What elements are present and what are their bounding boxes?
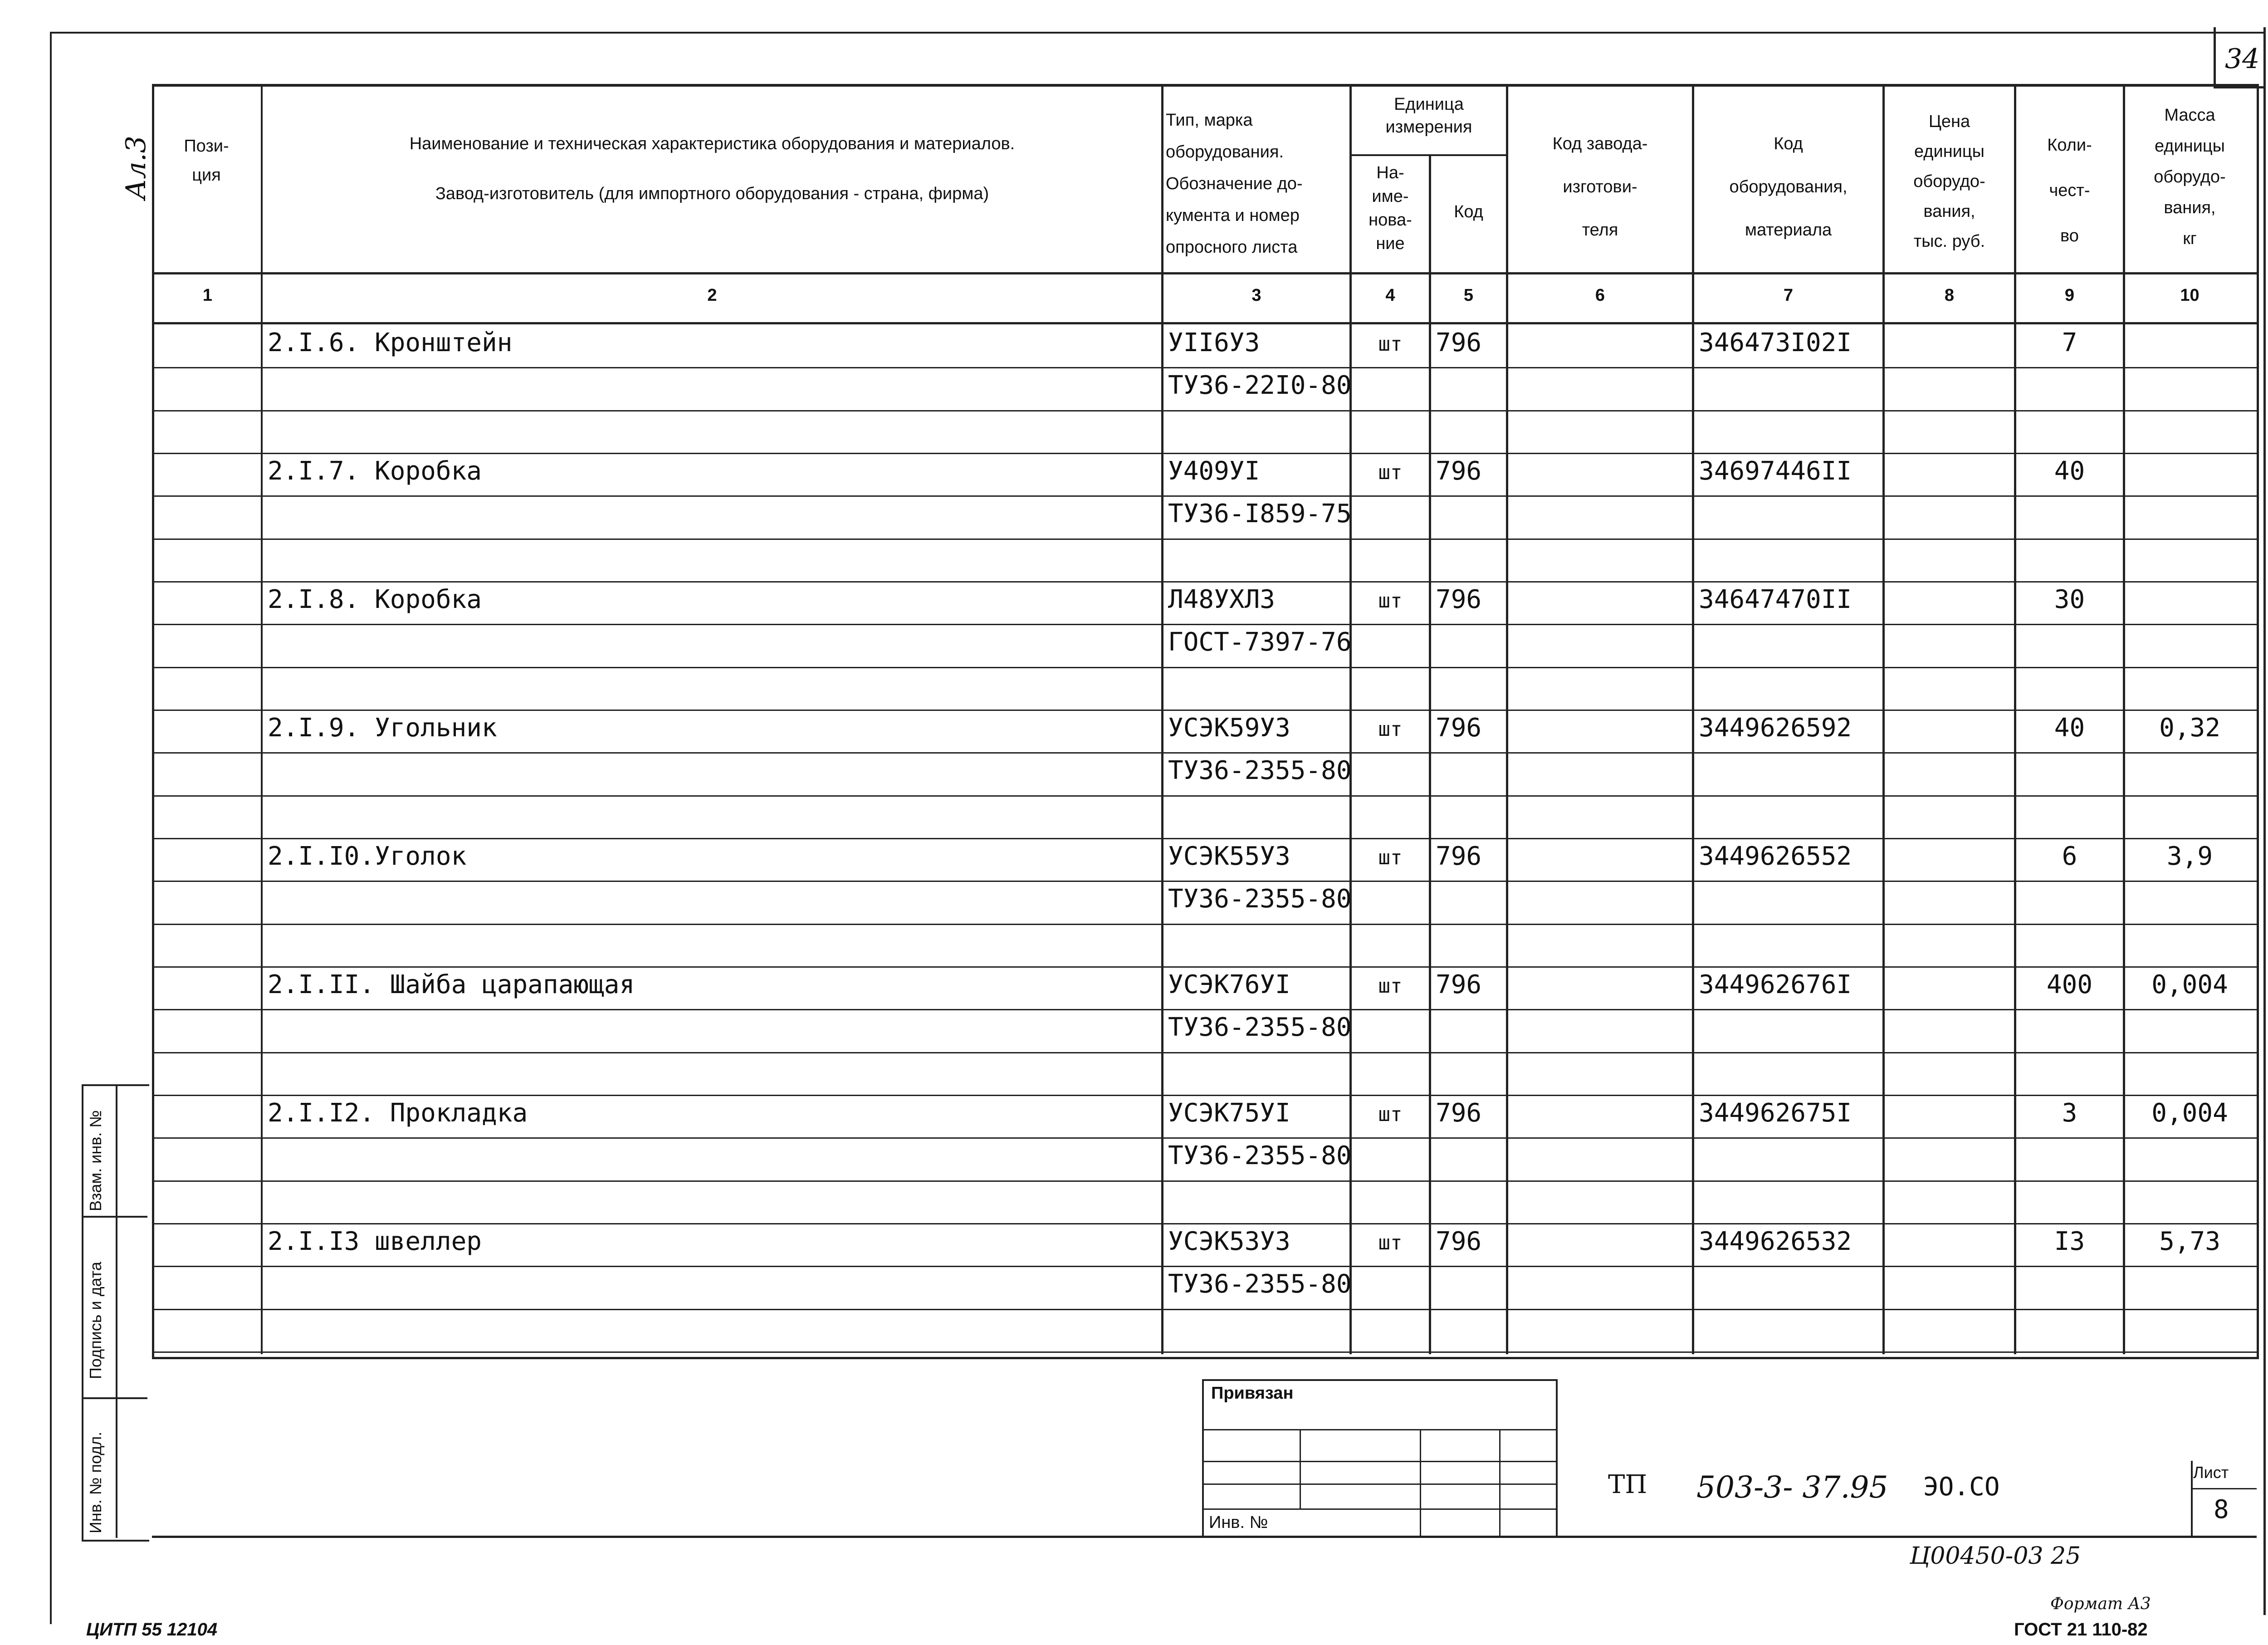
colnum-4: 4 xyxy=(1385,286,1395,305)
header-unit-code: Код xyxy=(1454,202,1483,221)
row-line xyxy=(152,710,2257,711)
row-line xyxy=(152,1137,2257,1139)
sheet-corner-number: 34 xyxy=(2225,43,2260,75)
row-line xyxy=(152,966,2257,968)
row-unit: шт xyxy=(1378,1103,1403,1126)
row-type-doc: ТУ36-2355-80 xyxy=(1168,884,1352,914)
row-unit-code: 796 xyxy=(1436,328,1482,357)
row-type: УСЭК76УI xyxy=(1168,970,1290,999)
row-qty: 6 xyxy=(2062,842,2077,871)
colnum-6: 6 xyxy=(1595,286,1605,305)
row-mass: 0,004 xyxy=(2151,970,2228,999)
row-line xyxy=(152,1180,2257,1182)
header-price: Цена единицы оборудо- вания, тыс. руб. xyxy=(1913,112,1985,251)
row-equip-code: 3449626592 xyxy=(1699,713,1852,743)
row-line xyxy=(152,924,2257,925)
colnum-8: 8 xyxy=(1944,286,1955,305)
colnum-5: 5 xyxy=(1463,286,1474,305)
row-line xyxy=(152,1052,2257,1053)
row-name: 2.I.II. Шайба царапающая xyxy=(268,970,635,999)
header-position: Пози- ция xyxy=(184,137,229,185)
stamp-doc-number: 503-3- 37.95 xyxy=(1696,1470,1888,1505)
row-mass: 0,004 xyxy=(2151,1098,2228,1128)
row-line xyxy=(152,1351,2257,1353)
row-unit-code: 796 xyxy=(1436,713,1482,743)
row-line xyxy=(152,1309,2257,1310)
row-line xyxy=(152,495,2257,497)
row-name: 2.I.I3 швеллер xyxy=(268,1227,482,1256)
row-unit-code: 796 xyxy=(1436,842,1482,871)
row-name: 2.I.9. Угольник xyxy=(268,713,497,743)
row-type-doc: ТУ36-2355-80 xyxy=(1168,1269,1352,1299)
row-name: 2.I.7. Коробка xyxy=(268,456,482,486)
header-qty: Коли- чест- во xyxy=(2047,136,2092,245)
row-qty: 400 xyxy=(2046,970,2093,999)
row-unit-code: 796 xyxy=(1436,456,1482,486)
header-name-line2: Завод-изготовитель (для импортного оборудования - страна, фирма) xyxy=(435,184,989,203)
colnum-10: 10 xyxy=(2180,286,2200,305)
header-unit-name: На- име- нова- ние xyxy=(1369,163,1412,253)
row-line xyxy=(152,410,2257,411)
row-unit: шт xyxy=(1378,974,1403,998)
header-mass: Масса единицы оборудо- вания, кг xyxy=(2154,106,2226,248)
row-line xyxy=(152,752,2257,754)
header-type: Тип, марка оборудования. Обозначение до- кумента и номер опросного листа xyxy=(1166,111,1303,257)
row-type: УII6УЗ xyxy=(1168,328,1260,357)
side-label-inv-podl: Инв. № подл. xyxy=(86,1431,105,1533)
row-line xyxy=(152,881,2257,882)
row-line xyxy=(152,367,2257,368)
stamp-section: ЭО.СО xyxy=(1923,1472,2000,1502)
row-qty: 40 xyxy=(2054,456,2085,486)
row-unit: шт xyxy=(1378,1231,1403,1254)
footer-format: Формат А3 xyxy=(2050,1595,2151,1613)
footer-printer: ЦИТП 55 12104 xyxy=(86,1620,218,1640)
footer-gost: ГОСТ 21 110-82 xyxy=(2014,1620,2148,1640)
row-line xyxy=(152,795,2257,797)
colnum-1: 1 xyxy=(202,286,213,305)
row-type-doc: ТУ36-2355-80 xyxy=(1168,756,1352,786)
row-type-doc: ГОСТ-7397-76 xyxy=(1168,627,1352,657)
row-name: 2.I.I0.Уголок xyxy=(268,842,467,871)
stamp-tp: ТП xyxy=(1608,1470,1647,1499)
frame-top xyxy=(50,32,2263,34)
row-unit-code: 796 xyxy=(1436,1098,1482,1128)
row-line xyxy=(152,539,2257,540)
frame-left xyxy=(50,32,52,1624)
row-equip-code: 346473I02I xyxy=(1699,328,1852,357)
row-name: 2.I.6. Кронштейн xyxy=(268,328,513,357)
row-name: 2.I.I2. Прокладка xyxy=(268,1098,528,1128)
colnum-2: 2 xyxy=(707,286,717,305)
row-line xyxy=(152,1095,2257,1096)
row-equip-code: 34697446II xyxy=(1699,456,1852,486)
row-type: УСЭК75УI xyxy=(1168,1098,1290,1128)
footer-handwritten-code: Ц00450-03 25 xyxy=(1910,1542,2081,1570)
row-qty: 30 xyxy=(2054,585,2085,614)
row-line xyxy=(152,1009,2257,1010)
row-unit: шт xyxy=(1378,718,1403,741)
row-equip-code: 3449626532 xyxy=(1699,1227,1852,1256)
row-type-doc: ТУ36-22I0-80 xyxy=(1168,371,1352,401)
row-unit: шт xyxy=(1378,333,1403,356)
row-equip-code: 3449626552 xyxy=(1699,842,1852,871)
side-label-podpis: Подпись и дата xyxy=(86,1262,105,1379)
row-qty: 3 xyxy=(2062,1098,2077,1128)
row-line xyxy=(152,624,2257,625)
row-type: УСЭК59УЗ xyxy=(1168,713,1290,743)
row-unit-code: 796 xyxy=(1436,1227,1482,1256)
header-name-line1: Наименование и техническая характеристика оборудования и материалов. xyxy=(409,134,1015,153)
row-type: УСЭК55УЗ xyxy=(1168,842,1290,871)
row-type: УСЭК53УЗ xyxy=(1168,1227,1290,1256)
stamp-sheet-label: Лист xyxy=(2193,1463,2229,1482)
row-mass: 0,32 xyxy=(2159,713,2220,743)
row-line xyxy=(152,838,2257,839)
stamp-inv-no: Инв. № xyxy=(1209,1513,1268,1532)
row-unit-code: 796 xyxy=(1436,970,1482,999)
row-mass: 5,73 xyxy=(2159,1227,2220,1256)
stamp-sheet-number: 8 xyxy=(2214,1495,2229,1524)
row-line xyxy=(152,1266,2257,1267)
header-unit: Единица измерения xyxy=(1385,95,1472,137)
row-equip-code: 34647470II xyxy=(1699,585,1852,614)
row-type-doc: ТУ36-2355-80 xyxy=(1168,1141,1352,1171)
colnum-7: 7 xyxy=(1783,286,1794,305)
frame-right xyxy=(2263,27,2266,1615)
row-equip-code: 344962675I xyxy=(1699,1098,1852,1128)
row-equip-code: 344962676I xyxy=(1699,970,1852,999)
colnum-9: 9 xyxy=(2064,286,2075,305)
row-qty: 40 xyxy=(2054,713,2085,743)
row-line xyxy=(152,1223,2257,1224)
row-type-doc: ТУ36-2355-80 xyxy=(1168,1013,1352,1043)
row-type: Л48УХЛЗ xyxy=(1168,585,1276,614)
row-name: 2.I.8. Коробка xyxy=(268,585,482,614)
side-label-vzam: Взам. инв. № xyxy=(86,1110,105,1211)
colnum-3: 3 xyxy=(1251,286,1261,305)
stamp-attached: Привязан xyxy=(1211,1384,1294,1403)
row-line xyxy=(152,453,2257,454)
row-unit-code: 796 xyxy=(1436,585,1482,614)
row-unit: шт xyxy=(1378,589,1403,612)
margin-mark: Ал.3 xyxy=(120,136,152,200)
row-type: У409УI xyxy=(1168,456,1260,486)
header-plant-code: Код завода- изготови- теля xyxy=(1552,134,1648,240)
row-unit: шт xyxy=(1378,846,1403,869)
row-qty: 7 xyxy=(2062,328,2077,357)
row-qty: I3 xyxy=(2054,1227,2085,1256)
row-line xyxy=(152,581,2257,583)
header-equip-code: Код оборудования, материала xyxy=(1729,134,1848,240)
row-unit: шт xyxy=(1378,461,1403,484)
row-mass: 3,9 xyxy=(2166,842,2213,871)
row-line xyxy=(152,667,2257,668)
row-type-doc: ТУ36-I859-75 xyxy=(1168,499,1352,529)
